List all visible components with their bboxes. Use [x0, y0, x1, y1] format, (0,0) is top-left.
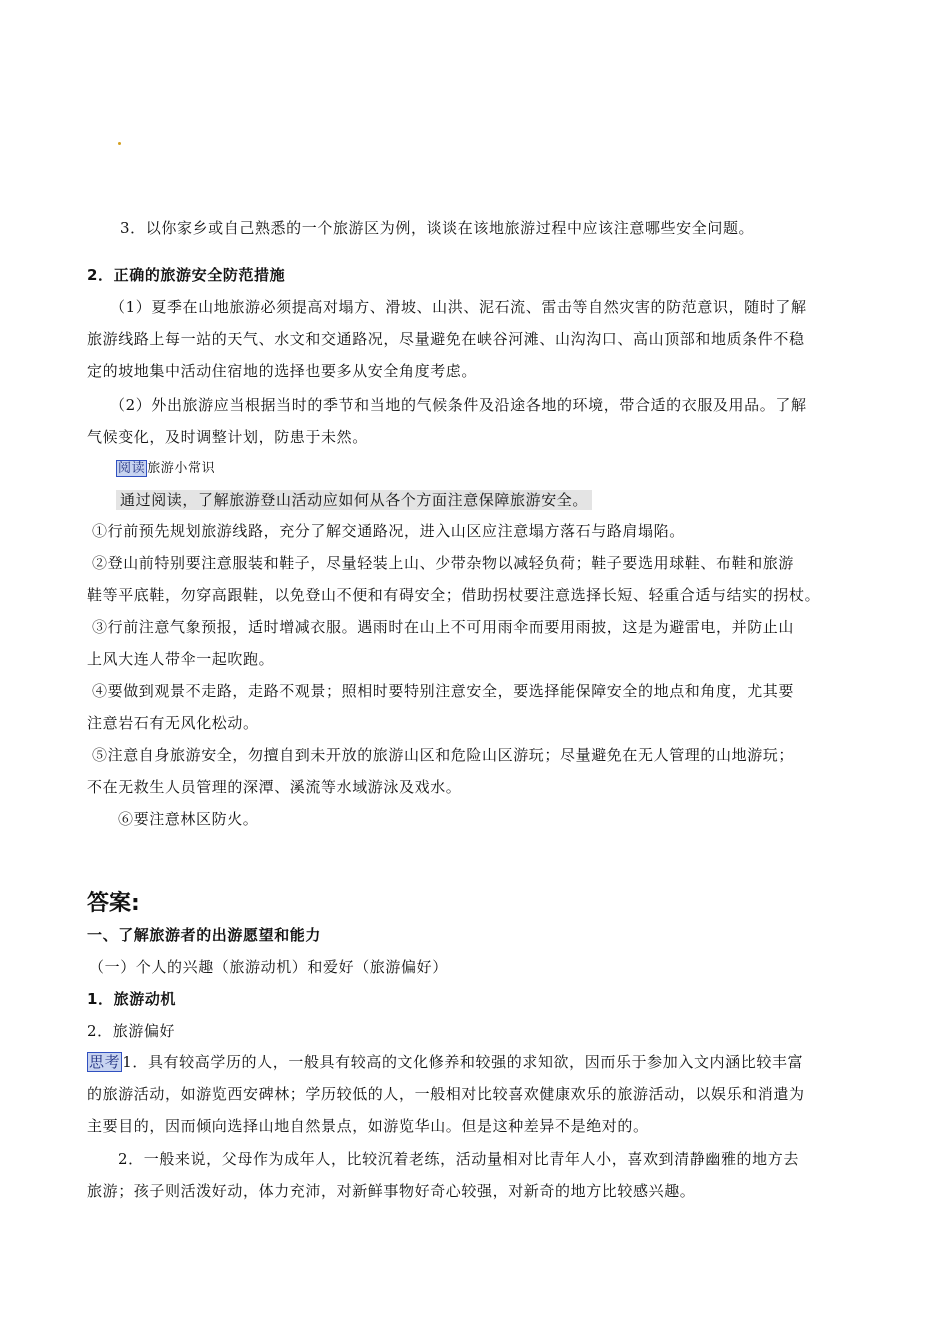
think-line: 的旅游活动，如游览西安碑林；学历较低的人，一般相对比较喜欢健康欢乐的旅游活动，以娱乐和消遣为 — [87, 1085, 805, 1103]
answers-item-1: 1．旅游动机 — [87, 990, 177, 1008]
think-line — [87, 1052, 803, 1072]
marker-dot — [118, 142, 121, 145]
reading-item-line: ④要做到观景不走路，走路不观景；照相时要特别注意安全，要选择能保障安全的地点和角度，尤其要 — [92, 682, 795, 700]
reading-title: 旅游小常识 — [147, 461, 216, 476]
answers-item-2: 2．旅游偏好 — [87, 1022, 176, 1040]
reading-item-line: 上风大连人带伞一起吹跑。 — [87, 650, 275, 668]
section-2-heading: 2．正确的旅游安全防范措施 — [87, 266, 286, 284]
reading-tag: 阅读 — [118, 461, 146, 476]
think-tag: 思考 — [89, 1053, 121, 1071]
reading-item-line: 注意岩石有无风化松动。 — [87, 714, 259, 732]
paragraph-2-line: 气候变化，及时调整计划，防患于未然。 — [87, 428, 368, 446]
reading-item-line: ②登山前特别要注意服装和鞋子，尽量轻装上山、少带杂物以减轻负荷；鞋子要选用球鞋、布鞋和旅游 — [92, 554, 795, 572]
reading-header — [116, 459, 215, 479]
reading-item-line: ③行前注意气象预报，适时增减衣服。遇雨时在山上不可用雨伞而要用雨披，这是为避雷电，并防止山 — [92, 618, 795, 636]
answers-title: 答案: — [87, 891, 140, 916]
paragraph-2-line: （2）外出旅游应当根据当时的季节和当地的气候条件及沿途各地的环境，带合适的衣服及用品。了解 — [110, 396, 807, 414]
reading-item-line: 不在无救生人员管理的深潭、溪流等水域游泳及戏水。 — [87, 778, 462, 796]
answers-heading-1: 一、了解旅游者的出游愿望和能力 — [87, 926, 322, 944]
reading-intro — [116, 490, 592, 510]
question-3: 3．以你家乡或自己熟悉的一个旅游区为例，谈谈在该地旅游过程中应该注意哪些安全问题。 — [120, 219, 755, 237]
reading-intro-highlight: 通过阅读，了解旅游登山活动应如何从各个方面注意保障旅游安全。 — [116, 490, 592, 510]
paragraph-1-line: 定的坡地集中活动住宿地的选择也要多从安全角度考虑。 — [87, 362, 478, 380]
reading-item-line: 鞋等平底鞋，勿穿高跟鞋，以免登山不便和有碍安全；借助拐杖要注意选择长短、轻重合适与结实的拐杖。 — [87, 586, 821, 604]
paragraph-1-line: 旅游线路上每一站的天气、水文和交通路况，尽量避免在峡谷河滩、山沟沟口、高山顶部和地质条件不稳 — [87, 330, 805, 348]
think-line: 主要目的，因而倾向选择山地自然景点，如游览华山。但是这种差异不是绝对的。 — [87, 1117, 649, 1135]
paragraph-1-line: （1）夏季在山地旅游必须提高对塌方、滑坡、山洪、泥石流、雷击等自然灾害的防范意识，随时了解 — [110, 298, 807, 316]
think-text: 1．具有较高学历的人，一般具有较高的文化修养和较强的求知欲，因而乐于参加入文内涵比较丰富 — [122, 1053, 804, 1071]
reading-item-line: ①行前预先规划旅游线路，充分了解交通路况，进入山区应注意塌方落石与路肩塌陷。 — [92, 522, 685, 540]
think-line: 旅游；孩子则活泼好动，体力充沛，对新鲜事物好奇心较强，对新奇的地方比较感兴趣。 — [87, 1182, 696, 1200]
answers-heading-2: （一）个人的兴趣（旅游动机）和爱好（旅游偏好） — [89, 958, 448, 976]
think-line: 2．一般来说，父母作为成年人，比较沉着老练，活动量相对比青年人小，喜欢到清静幽雅的地方去 — [118, 1150, 799, 1168]
reading-item-line: ⑤注意自身旅游安全，勿擅自到未开放的旅游山区和危险山区游玩；尽量避免在无人管理的山地游玩； — [92, 746, 795, 764]
reading-item-line: ⑥要注意林区防火。 — [118, 810, 259, 828]
